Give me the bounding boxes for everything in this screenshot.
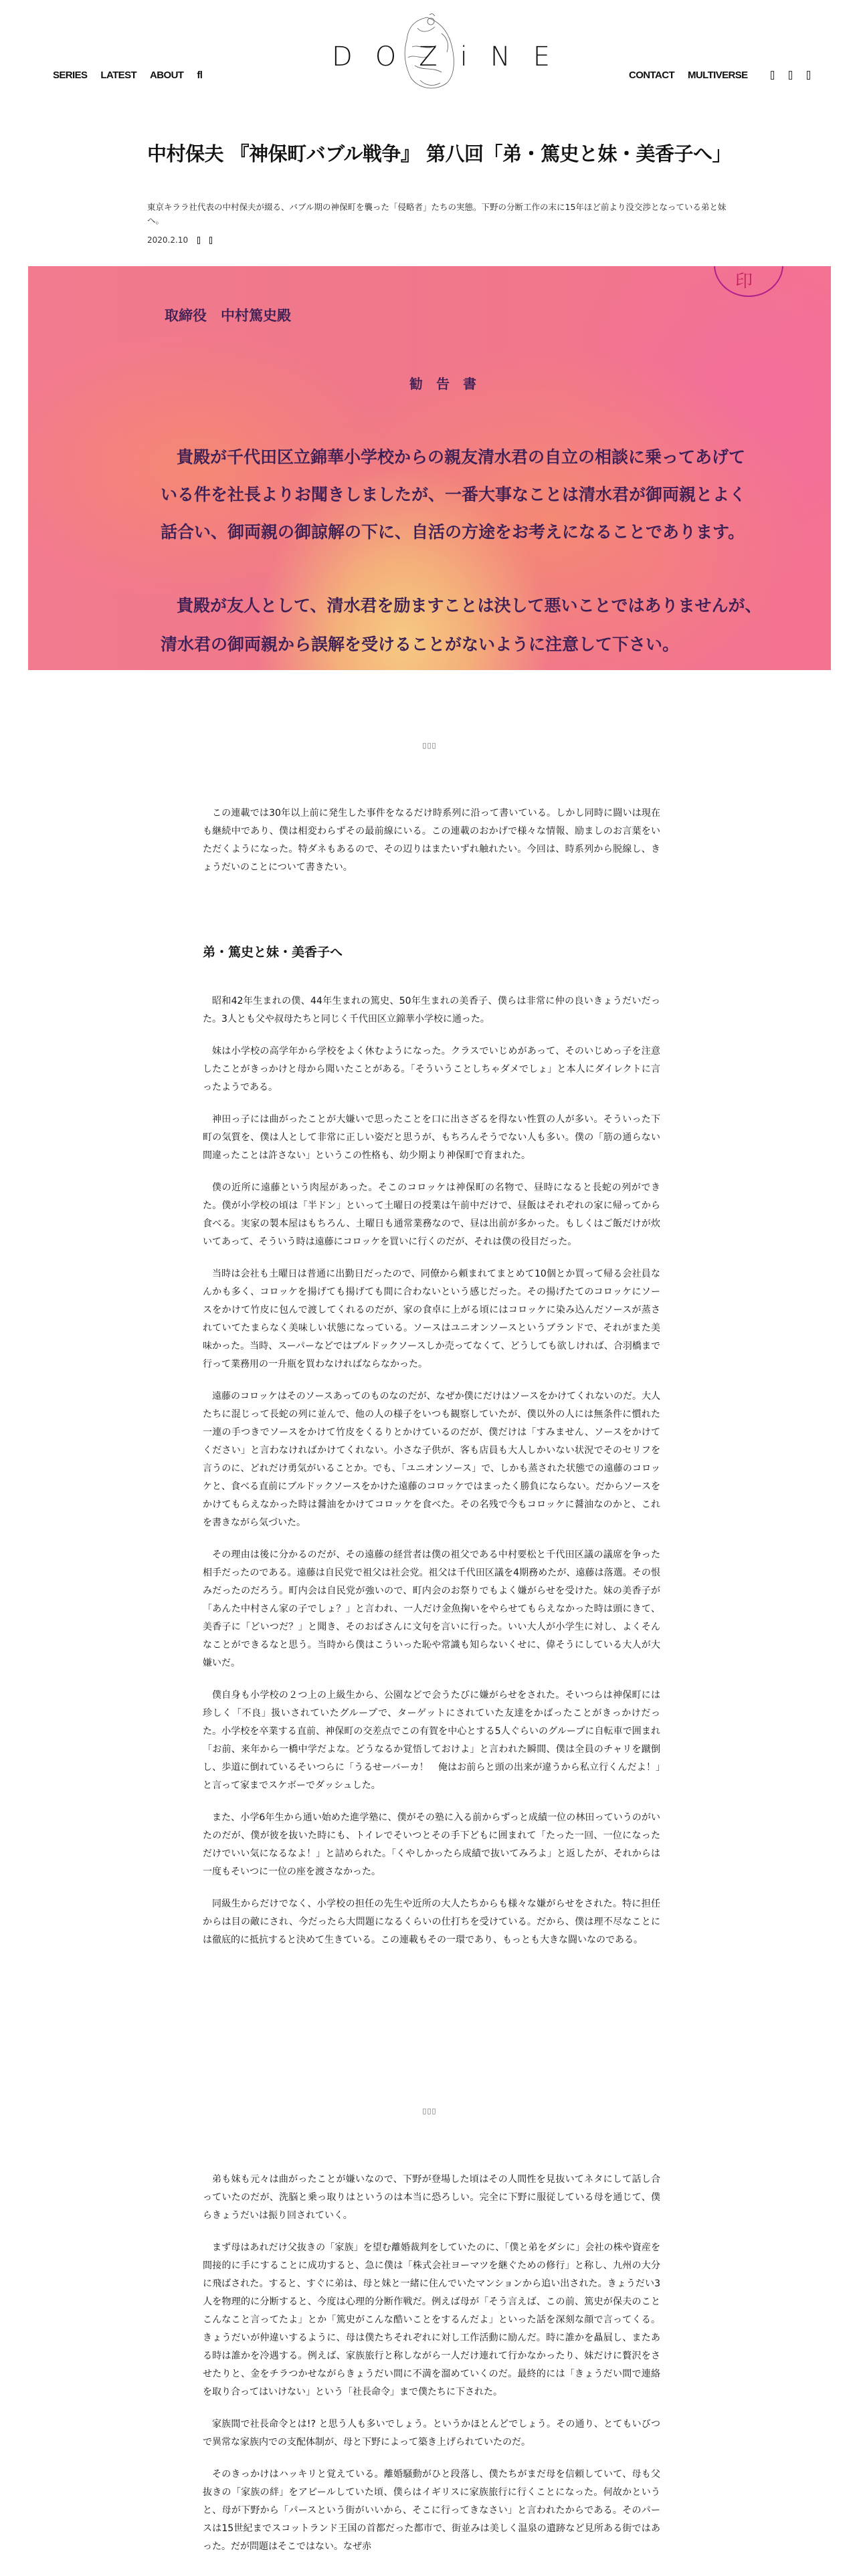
seal-stamp-icon: 印 [714, 266, 783, 297]
article-meta [147, 235, 212, 245]
doc-title: 勧 告 書 [409, 376, 476, 392]
nav-extra[interactable]: fl [197, 70, 203, 81]
paragraph: 当時は会社も土曜日は普通に出勤日だったので、同僚から頼まれてまとめて10個とか買って帰る会社員なんかも多く、コロッケを揚げても揚げても間に合わないという感じだった。その揚げたてのコロッケにソースをかけて竹皮に包んで渡してくれるのだが、家の食卓に上がる頃にはコロッケに染み込んだソースが蒸されていてたまらなく美味しい状態になっている。ソースはユニオンソースというブランドで、それがまた美味かった。当時、スーパーなどではブルドックソースしか売ってなくて、どうしても欲しければ、合羽橋まで行って業務用の一升瓶を買わなければならなかった。 [203, 1269, 660, 1370]
section-separator: ▯▯▯ [422, 741, 437, 750]
nav-right [629, 70, 810, 81]
section-separator: ▯▯▯ [422, 2107, 437, 2115]
paragraph: 僕自身も小学校の２つ上の上級生から、公園などで会うたびに嫌がらせをされた。そいつらは神保町には珍しく「不良」扱いされていたグループで、ターゲットにされていた友達をかばったことがきっかけだった。小学校を卒業する直前、神保町の交差点でこの有賀を中心とする5人ぐらいのグループに自転車で囲まれ「お前、来年から一橋中学だよな。どうなるか覚悟しておけよ」と言われた瞬間、僕は全員のチャリを蹴倒し、歩道に倒れているそいつらに「うるせーバーカ！ 俺はお前らと頭の出来が違うから私立行くんだよ！」と言って家までスケボーでダッシュした。 [203, 1690, 660, 1791]
section-heading: 弟・篤史と妹・美香子へ [203, 945, 343, 960]
article-title: 中村保夫 『神保町バブル戦争』 第八回「弟・篤史と妹・美香子へ」 [147, 142, 732, 165]
hero-image-document [28, 266, 831, 670]
nav-contact[interactable]: CONTACT [629, 70, 675, 81]
nav-left [53, 70, 202, 81]
paragraph: まず母はあれだけ父抜きの「家族」を望む離婚裁判をしていたのに、「僕と弟をダシに」会社の株や資産を間接的に手にすることに成功すると、急に僕は「株式会社ヨーマツを継ぐための修行」と称し、九州の大分に飛ばされた。すると、すぐに弟は、母と妹と一緒に住んでいたマンションから追い出された。きょうだい3人を物理的に分断すると、今度は心理的分断作戦だ。例えば母が「そう言えば、この前、篤史が保夫のことこんなこと言ってたよ」とか「篤史がこんな酷いことをするんだよ」といった話を深刻な顔で言ってくる。きょうだいが仲違いするように、母は僕たちそれぞれに対し工作活動に励んだ。時に誰かを贔屓し、またある時は誰かを冷遇する。例えば、家族旅行と称しながら一人だけ連れて行かなかったり、妹だけに贅沢をさせたりと、金をチラつかせながらきょうだい間に不満を溜めていくのだ。最終的には「きょうだい間で連絡を取り合ってはいけない」という「社長命令」まで僕たちに下された。 [203, 2242, 660, 2397]
paragraph: 妹は小学校の高学年から学校をよく休むようになった。クラスでいじめがあって、そのいじめっ子を注意したことがきっかけと母から聞いたことがある。「そういうことしちゃダメでしょ」と本人にダイレクトに言ったようである。 [203, 1046, 660, 1093]
section-2-body [203, 2171, 660, 2570]
paragraph: 神田っ子には曲がったことが大嫌いで思ったことを口に出さざるを得ない性質の人が多い。そういった下町の気質を、僕は人として非常に正しい姿だと思うが、もちろんそうでない人も多い。僕の「筋の通らない間違ったことは許さない」というこの性格も、幼少期より神保町で育まれた。 [203, 1114, 660, 1161]
paragraph: 家族間で社長命令とは!? と思う人も多いでしょう。というかほとんどでしょう。その通り、とてもいびつで異常な家族内での支配体制が、母と下野によって築き上げられていたのだ。 [203, 2419, 660, 2448]
social-icon-1[interactable] [771, 71, 774, 80]
share-icon-2[interactable] [209, 237, 212, 244]
paragraph: そのきっかけはハッキリと覚えている。離婚騒動がひと段落し、僕たちがまだ母を信頼していて、母も父抜きの「家族の絆」をアピールしていた頃、僕らはイギリスに家族旅行に行くことになった。何故かというと、母が下野から「パースという街がいいから、そこに行ってきなさい」と言われたからである。そのパースは15世紀までスコットランド王国の首都だった都市で、街並みは美しく温泉の遺跡など見所ある街ではあった。だが問題はそこではない。なぜ赤 [203, 2469, 660, 2552]
paragraph: 弟も妹も元々は曲がったことが嫌いなので、下野が登場した頃はその人間性を見抜いてネタにして話し合っていたのだが、洗脳と乗っ取りはというのは本当に恐ろしい。完全に下野に服従している母を通じて、僕らきょうだいは振り回されていく。 [203, 2174, 660, 2221]
paragraph: 同級生からだけでなく、小学校の担任の先生や近所の大人たちからも様々な嫌がらせをされた。特に担任からは目の敵にされ、今だったら大問題になるくらいの仕打ちを受けている。だから、僕は理不尽なことには徹底的に抵抗すると決めて生きている。この連載もその一環であり、もっとも大きな闘いなのである。 [203, 1899, 660, 1945]
doc-line: いる件を社長よりお聞きしましたが、一番大事なことは清水君が御両親とよく [161, 485, 747, 504]
nav-multiverse[interactable]: MULTIVERSE [688, 70, 748, 81]
social-icon-2[interactable] [789, 71, 792, 80]
article-lead: 東京キララ社代表の中村保夫が綴る、バブル期の神保町を襲った「侵略者」たちの実態。下野の分断工作の末に15年ほど前より没交渉となっている弟と妹へ。 [147, 202, 727, 225]
article-date: 2020.2.10 [147, 235, 189, 245]
share-icon-1[interactable] [197, 237, 200, 244]
social-icon-3[interactable] [807, 71, 810, 80]
site-logo[interactable] [321, 13, 573, 94]
intro-body [203, 804, 660, 891]
paragraph: その理由は後に分かるのだが、その遠藤の経営者は僕の祖父である中村要松と千代田区議の議席を争った相手だったのである。遠藤は自民党で祖父は社会党。祖父は千代田区議を4期務めたが、遠藤は落選。その恨みだったのだろう。町内会は自民党が強いので、町内会のお祭りでもよく嫌がらせを受けた。妹の美香子が「あんた中村さん家の子でしょ？」と言われ、一人だけ金魚掬いをやらせてもらえなかった時は頭にきて、美香子に「どいつだ？」と聞き、そのおばさんに文句を言いに行った。いい大人が小学生に対し、よくそんなことができるなと思う。当時から僕はこういった恥や常識も知らないくせに、偉そうにしている大人が大嫌いだ。 [203, 1549, 660, 1669]
doc-line: 清水君の御両親から誤解を受けることがないように注意して下さい。 [161, 635, 680, 654]
doc-line: 話合い、御両親の御諒解の下に、自活の方途をお考えになることであります。 [161, 522, 745, 542]
doc-line: 貴殿が千代田区立錦華小学校からの親友清水君の自立の相談に乗ってあげて [177, 447, 746, 467]
paragraph: また、小学6年生から通い始めた進学塾に、僕がその塾に入る前からずっと成績一位の林田っていうのがいたのだが、僕が彼を抜いた時にも、トイレでそいつとその手下どもに囲まれて「たった一回、一位になっただけでいい気になるなよ！」と詰められた。「くやしかったら成績で抜いてみろよ」と返したが、それからは一度もそいつに一位の座を渡さなかった。 [203, 1812, 660, 1877]
doc-addressee: 取締役 中村篤史殿 [165, 307, 291, 324]
paragraph: 遠藤のコロッケはそのソースあってのものなのだが、なぜか僕にだけはソースをかけてくれないのだ。大人たちに混じって長蛇の列に並んで、他の人の様子をいつも観察していたが、僕以外の人には無条件に慣れた一連の手つきでソースをかけて竹皮をくるりとかけているのだが、僕だけは「すみません、ソースをかけてください」と言わなければかけてくれない。小さな子供が、客も店員も大人しかいない状況でそのセリフを言うのに、どれだけ勇気がいることか。でも、「ユニオンソース」で、しかも蒸された状態での遠藤のコロッケと、食べる直前にブルドックソースをかけた遠藤のコロッケではまったく勝負にならない。だからソースをかけてもらえなかった時は醤油をかけてコロッケを食べた。その名残で今もコロッケに醤油なのかと、これを書きながら気づいた。 [203, 1391, 660, 1528]
paragraph: この連載では30年以上前に発生した事件をなるだけ時系列に沿って書いている。しかし同時に闘いは現在も継続中であり、僕は相変わらずその最前線にいる。この連載のおかげで様々な情報、励ましのお言葉をいただくようになった。特ダネもあるので、その辺りはまたいずれ触れたい。今回は、時系列から脱線し、きょうだいのことについて書きたい。 [203, 808, 660, 873]
logo-wordmark: DOZiNE [332, 41, 573, 72]
paragraph: 僕の近所に遠藤という肉屋があった。そこのコロッケは神保町の名物で、昼時になると長蛇の列ができた。僕が小学校の頃は「半ドン」といって土曜日の授業は午前中だけで、昼飯はそれぞれの家に帰ってから食べる。実家の製本屋はもちろん、土曜日も通常業務なので、昼は出前が多かった。もしくはご飯だけが炊いてあって、そういう時は遠藤にコロッケを買いに行くのだが、それは僕の役目だった。 [203, 1182, 660, 1247]
nav-series[interactable]: SERIES [53, 70, 88, 81]
section-1-body [203, 992, 660, 1963]
nav-about[interactable]: ABOUT [150, 70, 184, 81]
doc-line: 貴殿が友人として、清水君を励ますことは決して悪いことではありませんが、 [177, 596, 762, 615]
nav-latest[interactable]: LATEST [100, 70, 137, 81]
paragraph: 昭和42年生まれの僕、44年生まれの篤史、50年生まれの美香子、僕らは非常に仲の良いきょうだいだった。3人とも父や叔母たちと同じく千代田区立錦華小学校に通った。 [203, 996, 660, 1025]
